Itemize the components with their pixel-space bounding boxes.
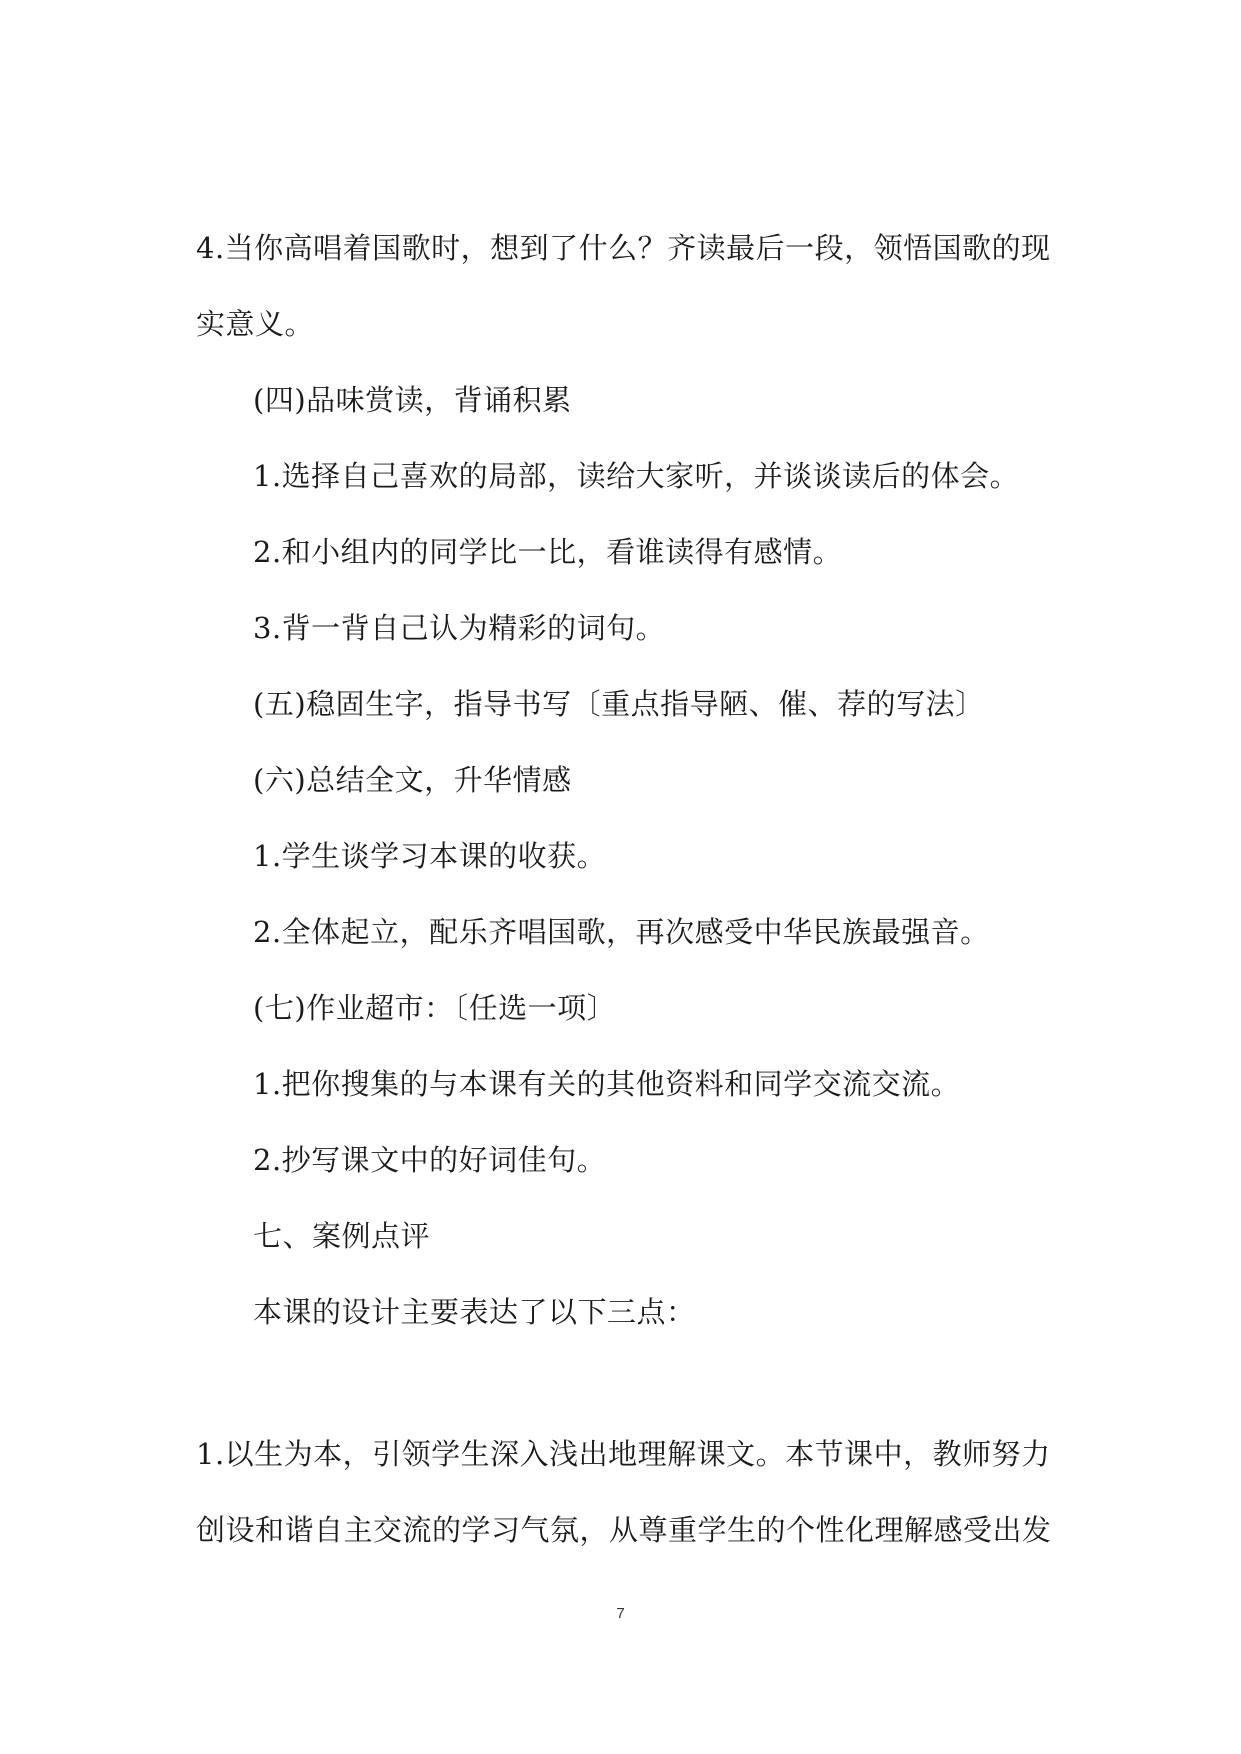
list-item: 2.和小组内的同学比一比，看谁读得有感情。 [253,535,843,569]
body-text-line: 1.以生为本，引领学生深入浅出地理解课文。本节课中，教师努力 [196,1437,1051,1471]
page-number: 7 [616,1605,625,1622]
list-item: 3.背一背自己认为精彩的词句。 [253,611,666,645]
section-heading: (七)作业超市：〔任选一项〕 [253,991,617,1025]
list-item: 1.把你搜集的与本课有关的其他资料和同学交流交流。 [253,1067,961,1101]
chapter-heading: 七、案例点评 [253,1219,431,1253]
body-text-line: 本课的设计主要表达了以下三点： [253,1295,696,1329]
list-item: 1.学生谈学习本课的收获。 [253,839,607,873]
section-heading: (六)总结全文，升华情感 [253,763,572,797]
body-text-line: 创设和谐自主交流的学习气氛，从尊重学生的个性化理解感受出发 [196,1513,1052,1547]
body-text-line: 实意义。 [196,307,315,341]
section-heading: (五)稳固生字，指导书写〔重点指导陋、催、荐的写法〕 [253,687,985,721]
body-text-line: 4.当你高唱着国歌时，想到了什么？齐读最后一段，领悟国歌的现 [196,231,1051,265]
list-item: 1.选择自己喜欢的局部，读给大家听，并谈谈读后的体会。 [253,459,1020,493]
section-heading: (四)品味赏读，背诵积累 [253,383,572,417]
list-item: 2.全体起立，配乐齐唱国歌，再次感受中华民族最强音。 [253,915,990,949]
list-item: 2.抄写课文中的好词佳句。 [253,1143,607,1177]
